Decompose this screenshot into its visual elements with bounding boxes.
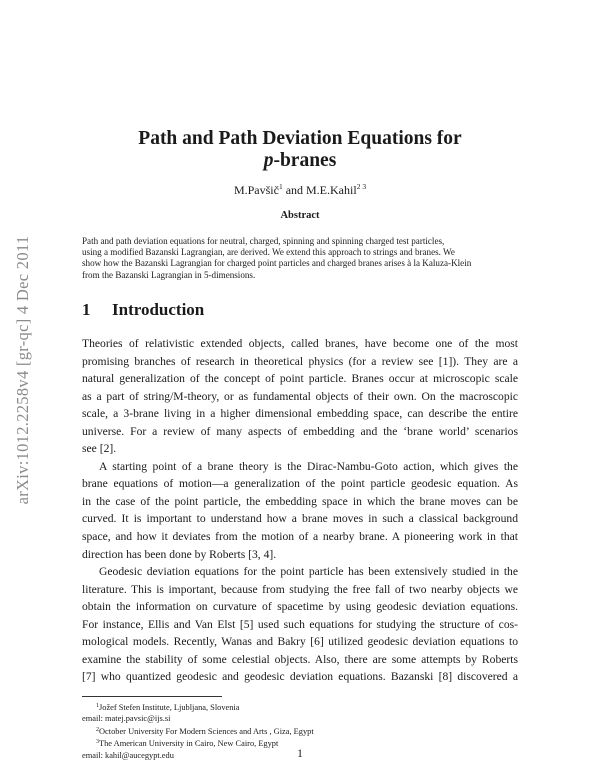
footnote-3-mark: 3 xyxy=(96,739,99,746)
abstract-line: show how the Bazanski Lagrangian for charged point particles and charged branes arises à la Kaluza-Klein xyxy=(82,258,472,269)
author-list xyxy=(80,182,520,198)
body-line: A starting point of a brane theory is the Dirac-Nambu-Goto action, which gives the xyxy=(99,459,518,473)
body-line: universe. For a review of many aspects of embedding and the ‘brane world’ scenarios xyxy=(82,424,518,438)
abstract-line: Path and path deviation equations for neutral, charged, spinning and spinning charged test particles, xyxy=(82,236,445,246)
arxiv-identifier-stamp xyxy=(2,205,44,535)
body-line: For instance, Ellis and Van Elst [5] used such equations for studying the structure of cos- xyxy=(82,617,518,631)
body-text xyxy=(82,335,518,686)
body-line: examine the stability of some celestial objects. Also, there are some attempts by Roberts xyxy=(82,652,518,666)
body-line: literature. This is important, because from studying the free fall of two nearby objects we xyxy=(82,582,518,596)
section-number: 1 xyxy=(82,300,91,319)
body-line: [7] who quantized geodesic and geodesic deviation equations. Bazanski [8] discovered a xyxy=(82,670,518,684)
footnote-3-text: The American University in Cairo, New Cairo, Egypt xyxy=(99,739,279,749)
author-conjunction: and xyxy=(285,183,304,197)
body-line: direction has been done by Roberts [3, 4]. xyxy=(82,547,277,561)
body-line: obtain the information on curvature of spacetime by using geodesic deviation equations. xyxy=(82,600,518,614)
title-rest: -branes xyxy=(273,150,337,171)
body-line: natural generalization of the concept of point particle. Branes occur at microscopic scale xyxy=(82,372,518,386)
author-2-footnote-mark: 2 3 xyxy=(356,182,367,191)
footnote-1 xyxy=(82,701,518,713)
abstract-line: from the Bazanski Lagrangian in 5-dimensions. xyxy=(82,269,256,280)
footnote-1-text: Jožef Stefen Institute, Ljubljana, Slovenia xyxy=(99,703,240,712)
footnote-2-mark: 2 xyxy=(96,726,99,733)
page-number: 1 xyxy=(297,748,303,760)
footnote-1-email: email: matej.pavsic@ijs.si xyxy=(82,714,171,724)
author-1: M.Pavšič xyxy=(233,183,279,197)
section-heading xyxy=(82,300,204,320)
abstract-heading: Abstract xyxy=(280,210,320,221)
body-line: curved. It is important to understand how a brane moves in such a classical background xyxy=(82,512,518,526)
footnote-2-text: October University For Modern Sciences and Arts , Giza, Egypt xyxy=(99,726,314,736)
body-line: as a part of string/M-theory, or as fundamental objects of their own. On the macroscopic xyxy=(82,389,518,403)
body-line: Theories of relativistic extended objects, called branes, have become one of the most xyxy=(82,337,518,350)
body-line: brane equations of motion—a generalization of the point particle geodesic equation. As xyxy=(82,477,518,491)
footnote-3-email: email: kahil@aucegypt.edu xyxy=(82,750,174,760)
footnote-2 xyxy=(82,725,518,737)
section-title: Introduction xyxy=(112,300,205,319)
abstract-body xyxy=(82,236,518,281)
body-line: space, and how it deviates from the motion of a nearby brane. A pioneering work in that xyxy=(82,530,518,544)
paper-title-line-1: Path and Path Deviation Equations for xyxy=(138,128,462,149)
body-line: scale, a 3-brane living in a higher dimensional embedding space, can describe the entire xyxy=(82,407,518,421)
body-line: in the case of the point particle, the embedding space in which the brane moves can be xyxy=(82,494,518,508)
body-line: promising branches of research in theoretical physics (for a review see [1]). They are a xyxy=(82,354,518,368)
abstract-line: using a modified Bazanski Lagrangian, are derived. We extend this approach to strings and branes. We xyxy=(82,247,455,258)
arxiv-stamp-text: arXiv:1012.2258v4 [gr-qc] 4 Dec 2011 xyxy=(13,235,32,505)
body-line: Geodesic deviation equations for the point particle has been extensively studied in the xyxy=(99,565,518,579)
author-2: M.E.Kahil xyxy=(306,183,357,197)
paper-title-line-2 xyxy=(80,150,520,172)
title-math-p: p xyxy=(263,150,274,171)
footnote-rule xyxy=(82,696,222,697)
author-1-footnote-mark: 1 xyxy=(278,182,283,191)
body-line: mological models. Recently, Wanas and Bakry [6] utilized geodesic deviation equations to xyxy=(82,635,518,649)
footnote-1-mark: 1 xyxy=(96,703,99,709)
body-line: see [2]. xyxy=(82,442,117,456)
